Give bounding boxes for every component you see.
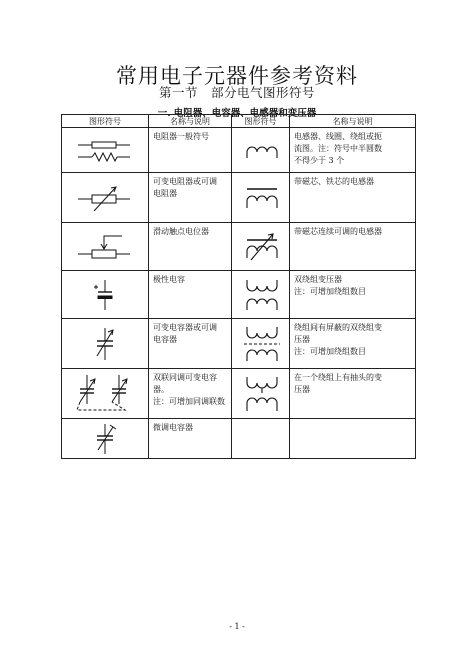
header-symbol-1: 图形符号 bbox=[62, 115, 149, 128]
table-row bbox=[62, 369, 416, 419]
desc-line: 注：可增加同调联数 bbox=[153, 397, 225, 406]
inductor-symbol-icon bbox=[239, 136, 283, 164]
desc-line: 电容器 bbox=[153, 335, 177, 344]
iron-core-inductor-icon bbox=[239, 182, 283, 214]
document-title: 常用电子元器件参考资料 bbox=[116, 64, 358, 88]
variable-capacitor-icon bbox=[85, 324, 125, 364]
table-row bbox=[62, 271, 416, 319]
desc-line: 可变电阻器或可调 bbox=[153, 177, 217, 186]
polarized-capacitor-icon bbox=[85, 276, 125, 314]
desc-line: 注：可增加绕组数目 bbox=[294, 287, 366, 296]
desc-line: 流图。注：符号中半圆数 bbox=[294, 144, 382, 153]
desc-line: 电阻器一般符号 bbox=[153, 132, 209, 141]
section-heading: 第一节 部分电气图形符号 bbox=[158, 85, 315, 100]
adjustable-core-inductor-icon bbox=[239, 230, 283, 264]
ganged-variable-capacitor-icon bbox=[67, 372, 143, 416]
table-header-row bbox=[62, 115, 416, 128]
desc-line: 可变电容器或可调 bbox=[153, 323, 217, 332]
subsection-heading: 一. 电阻器、电容器、电感器和变压器 bbox=[157, 108, 317, 119]
desc-line: 压器 bbox=[294, 335, 310, 344]
desc-line: 压器 bbox=[294, 385, 310, 394]
shielded-transformer-icon bbox=[239, 323, 283, 365]
desc-line: 器。 bbox=[153, 385, 169, 394]
header-description-1: 名称与说明 bbox=[149, 115, 232, 128]
desc-line: 带磁芯连续可调的电感器 bbox=[294, 227, 382, 236]
page-number: - 1 - bbox=[229, 622, 245, 631]
resistor-symbol-icon bbox=[70, 136, 140, 164]
desc-line: 电阻器 bbox=[153, 189, 177, 198]
desc-line: 极性电容 bbox=[153, 275, 185, 284]
table-row bbox=[62, 319, 416, 369]
desc-line: 在一个绕组上有抽头的变 bbox=[294, 373, 382, 382]
desc-line: 双联同调可变电容 bbox=[153, 373, 217, 382]
desc-line: 绕组间有屏蔽的双绕组变 bbox=[294, 323, 382, 332]
double-winding-transformer-icon bbox=[239, 276, 283, 314]
trimmer-capacitor-icon bbox=[85, 421, 125, 457]
tapped-transformer-icon bbox=[239, 373, 283, 415]
variable-resistor-icon bbox=[70, 179, 140, 217]
table-row bbox=[62, 223, 416, 271]
desc-line: 带磁芯、铁芯的电感器 bbox=[294, 177, 374, 186]
symbol-table bbox=[61, 114, 416, 459]
header-symbol-2: 图形符号 bbox=[232, 115, 290, 128]
desc-line: 注：可增加绕组数目 bbox=[294, 347, 366, 356]
desc-line: 微调电容器 bbox=[153, 423, 193, 432]
potentiometer-icon bbox=[70, 230, 140, 264]
desc-line: 双绕组变压器 bbox=[294, 275, 342, 284]
table-row bbox=[62, 128, 416, 173]
table-row bbox=[62, 419, 416, 459]
table-row bbox=[62, 173, 416, 223]
header-description-2: 名称与说明 bbox=[290, 115, 416, 128]
desc-line: 电感器、线圈、绕组或扼 bbox=[294, 132, 382, 141]
desc-line: 滑动触点电位器 bbox=[153, 227, 209, 236]
desc-line: 不得少于 3 个 bbox=[294, 156, 345, 165]
